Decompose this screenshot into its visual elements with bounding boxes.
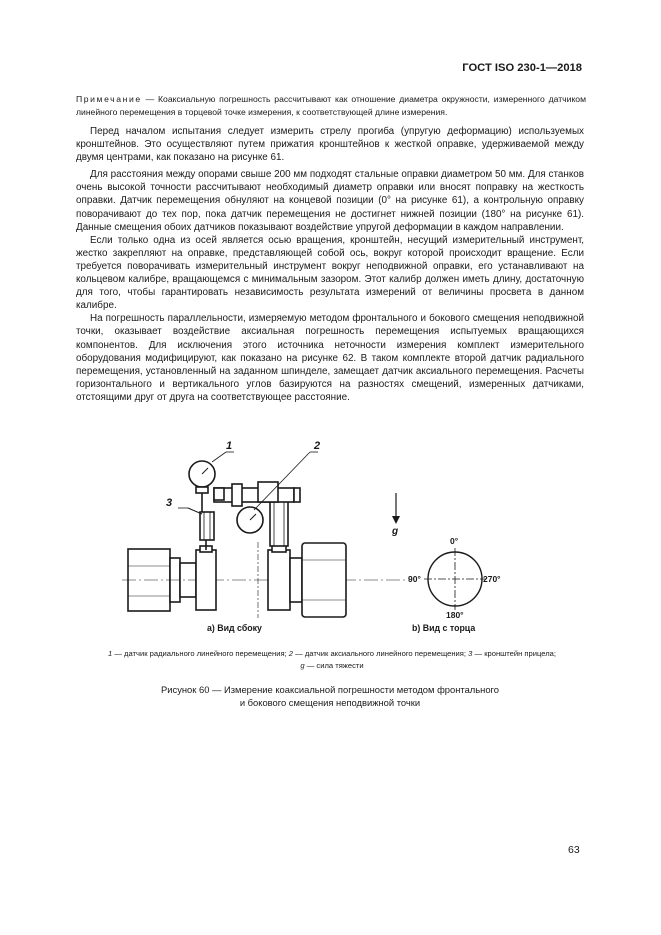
legend-text: — датчик аксиального линейного перемещения; xyxy=(293,649,469,658)
callout-1: 1 xyxy=(226,440,233,452)
legend-text: — датчик радиального линейного перемещения; xyxy=(112,649,289,658)
figure-title-line: Рисунок 60 — Измерение коаксиальной погрешности методом фронтального xyxy=(161,684,499,695)
legend-text: — сила тяжести xyxy=(304,661,364,670)
legend-num: 1 xyxy=(108,649,113,658)
figure-title-line: и бокового смещения неподвижной точки xyxy=(239,696,421,708)
paragraph: Перед началом испытания следует измерить стрелу прогиба (упругую деформацию) используемых кронштейнов. Это осуществляют путем прижатия кронштейнов к жесткой оправке, удерживаемой между двумя центрами, как показано на рисунке 61. xyxy=(76,126,584,164)
paragraph: На погрешность параллельности, измеряемую методом фронтального и бокового смещения неподвижной точки, оказывает воздействие аксиальная погрешность перемещения испытуемых вращающихся компонентов. Для исключения этого источника неточности измерения комплект измерительного оборудования модифицируют, как показано на рисунке 62. В таком комплекте второй датчик радиального перемещения, установленный на заданном шпинделе, замещает датчик аксиального перемещения. Расчеты горизонтального и вертикального углов базируются на разностях смещений, измеренных датчиками, отстоящими друг от друга на соответствующее расстояние. xyxy=(76,313,584,403)
note-text: — Коаксиальную погрешность рассчитывают как отношение диаметра окружности, измеренного датчиком линейного перемещения в торцевой точке измерения, к соответствующей длине измерения. xyxy=(76,94,586,117)
callout-2: 2 xyxy=(314,440,321,452)
angle-top: 0° xyxy=(450,536,459,546)
figure-60-drawing xyxy=(118,438,538,623)
document-code: ГОСТ ISO 230-1—2018 xyxy=(462,62,582,74)
caption-end-view: b) Вид с торца xyxy=(412,623,476,633)
gravity-label: g xyxy=(392,526,399,537)
note-block xyxy=(76,93,586,118)
legend-num: 3 xyxy=(468,649,473,658)
figure-title xyxy=(100,684,560,709)
angle-right: 270° xyxy=(483,574,501,584)
paragraph: Если только одна из осей является осью вращения, кронштейн, несущий измерительный инструмент, жестко закрепляют на оправке, представляющей собой ось, вокруг которой происходит вращение. Если требуется поворачивать измерительный инструмент вокруг неподвижной оправки, его устанавливают на кольцевом калибре, вращающемся с минимальным зазором. Этот калибр должен иметь длину, достаточную для того, чтобы гарантировать независимость результата измерений от величины просвета в данном калибре. xyxy=(76,234,584,312)
end-view-circle xyxy=(424,548,486,610)
note-label: Примечание xyxy=(76,94,142,104)
caption-side-view: a) Вид сбоку xyxy=(207,623,262,633)
figure-legend xyxy=(52,648,612,672)
side-view-drawing xyxy=(122,452,410,618)
legend-num: 2 xyxy=(288,649,294,658)
legend-text: — кронштейн прицела; xyxy=(472,649,556,658)
paragraph: Для расстояния между опорами свыше 200 мм подходят стальные оправки диаметром 50 мм. Для станков очень высокой точности рассчитывают необходимый диаметр оправки или вносят поправку на жесткость оправки. Датчик перемещения обнуляют на концевой позиции (0° на рисунке 61), а контрольную оправку поворачивают до тех пор, пока датчик перемещения не достигнет нижней позиции (180° на рисунке 61). Данные смещения обоих датчиков показывают воздействие упругой деформации в каждом направлении. xyxy=(76,169,584,233)
callout-3: 3 xyxy=(166,497,173,509)
angle-bottom: 180° xyxy=(446,610,464,620)
main-text xyxy=(76,125,584,404)
page-number: 63 xyxy=(568,844,580,856)
gravity-arrow xyxy=(392,493,400,524)
legend-num: g xyxy=(300,661,305,670)
angle-left: 90° xyxy=(408,574,421,584)
